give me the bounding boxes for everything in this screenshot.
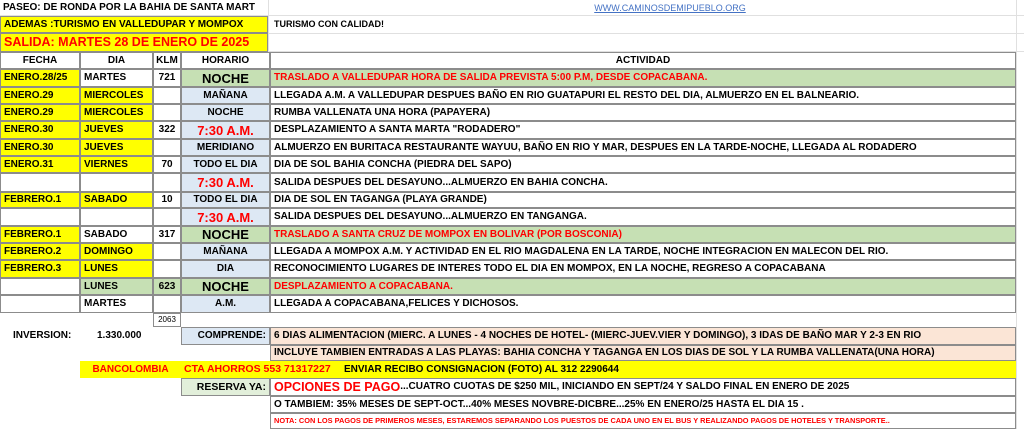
row-actividad: LLEGADA A.M. A VALLEDUPAR DESPUES BAÑO EN RIO GUATAPURI EL RESTO DEL DIA, ALMUERZO EN EL BALNEARIO. <box>270 87 1016 104</box>
reserva-opciones-row <box>270 378 1016 396</box>
bank-instruction: ENVIAR RECIBO CONSIGNACION (FOTO) AL 312 2290644 <box>341 361 1016 378</box>
row-fecha: FEBRERO.1 <box>0 226 80 243</box>
row-klm: 10 <box>153 192 181 208</box>
row-horario: MERIDIANO <box>181 139 270 156</box>
row-actividad: DESPLAZAMIENTO A COPACABANA. <box>270 278 1016 295</box>
row-dia: SABADO <box>80 192 153 208</box>
row-klm: 70 <box>153 156 181 173</box>
row-klm <box>153 104 181 121</box>
row-klm: 721 <box>153 69 181 87</box>
col-horario: HORARIO <box>181 52 270 69</box>
reserva-nota: NOTA: CON LOS PAGOS DE PRIMEROS MESES, ESTAREMOS SEPARANDO LOS PUESTOS DE CADA UNO EN EL BUS Y REALIZANDO PAGOS DE HOTELES Y TRANSPORTE.. <box>270 413 1016 429</box>
row-klm: 623 <box>153 278 181 295</box>
row-klm <box>153 139 181 156</box>
inversion-value: 1.330.000 <box>97 330 142 341</box>
row-horario: 7:30 A.M. <box>181 121 270 139</box>
row-horario: 7:30 A.M. <box>181 208 270 226</box>
row-horario: A.M. <box>181 295 270 313</box>
row-actividad: LLEGADA A MOMPOX A.M. Y ACTIVIDAD EN EL RIO MAGDALENA EN LA TARDE, NOCHE INTEGRACION EN MALECON DEL RIO. <box>270 243 1016 260</box>
row-actividad: DIA DE SOL EN TAGANGA (PLAYA GRANDE) <box>270 192 1016 208</box>
row-fecha <box>0 278 80 295</box>
row-actividad: SALIDA DESPUES DEL DESAYUNO...ALMUERZO EN BAHIA CONCHA. <box>270 173 1016 192</box>
col-fecha: FECHA <box>0 52 80 69</box>
row-dia: JUEVES <box>80 139 153 156</box>
comprende-label: COMPRENDE: <box>181 327 270 345</box>
opciones-de-pago: OPCIONES DE PAGO <box>274 379 401 394</box>
bank-name: BANCOLOMBIA <box>80 361 181 378</box>
slogan: TURISMO CON CALIDAD! <box>274 19 384 29</box>
bank-account: CTA AHORROS 553 71317227 <box>181 361 341 378</box>
row-fecha: ENERO.29 <box>0 87 80 104</box>
row-klm: 317 <box>153 226 181 243</box>
row-klm <box>153 87 181 104</box>
row-fecha: FEBRERO.1 <box>0 192 80 208</box>
inversion-label: INVERSION: <box>13 330 72 341</box>
row-dia <box>80 208 153 226</box>
row-dia: SABADO <box>80 226 153 243</box>
row-actividad: LLEGADA A COPACABANA,FELICES Y DICHOSOS. <box>270 295 1016 313</box>
salida-banner: SALIDA: MARTES 28 DE ENERO DE 2025 <box>0 33 268 52</box>
row-fecha: ENERO.30 <box>0 121 80 139</box>
row-dia: LUNES <box>80 278 153 295</box>
row-dia: MARTES <box>80 69 153 87</box>
row-klm <box>153 295 181 313</box>
row-horario: DIA <box>181 260 270 278</box>
row-fecha: FEBRERO.2 <box>0 243 80 260</box>
row-klm <box>153 208 181 226</box>
row-fecha <box>0 208 80 226</box>
row-dia: DOMINGO <box>80 243 153 260</box>
comprende-line1: 6 DIAS ALIMENTACION (MIERC. A LUNES - 4 NOCHES DE HOTEL- (MIERC-JUEV.VIER Y DOMINGO), 3 IDAS DE BAÑO MAR Y 2-3 EN RIO <box>270 327 1016 345</box>
row-dia: VIERNES <box>80 156 153 173</box>
row-actividad: RECONOCIMIENTO LUGARES DE INTERES TODO EL DIA EN MOMPOX, EN LA NOCHE, REGRESO A COPACABANA <box>270 260 1016 278</box>
row-dia <box>80 173 153 192</box>
row-horario: TODO EL DIA <box>181 192 270 208</box>
row-fecha: FEBRERO.3 <box>0 260 80 278</box>
row-actividad: RUMBA VALLENATA UNA HORA (PAPAYERA) <box>270 104 1016 121</box>
row-fecha: ENERO.30 <box>0 139 80 156</box>
row-horario: NOCHE <box>181 226 270 243</box>
total-km: 2063 <box>153 313 181 327</box>
opciones-detail: ...CUATRO CUOTAS DE $250 MIL, INICIANDO EN SEPT/24 Y SALDO FINAL EN ENERO DE 2025 <box>400 381 850 392</box>
website-link[interactable]: WWW.CAMINOSDEMIPUEBLO.ORG <box>594 2 746 13</box>
col-dia: DIA <box>80 52 153 69</box>
ademas-banner: ADEMAS :TURISMO EN VALLEDUPAR Y MOMPOX <box>0 16 268 33</box>
row-horario: MAÑANA <box>181 87 270 104</box>
row-fecha: ENERO.31 <box>0 156 80 173</box>
row-fecha <box>0 173 80 192</box>
row-dia: MIERCOLES <box>80 104 153 121</box>
row-dia: LUNES <box>80 260 153 278</box>
row-horario: MAÑANA <box>181 243 270 260</box>
row-fecha <box>0 295 80 313</box>
row-fecha: ENERO.28/25 <box>0 69 80 87</box>
row-horario: NOCHE <box>181 69 270 87</box>
row-actividad: DESPLAZAMIENTO A SANTA MARTA "RODADERO" <box>270 121 1016 139</box>
reserva-label: RESERVA YA: <box>181 378 270 396</box>
row-horario: NOCHE <box>181 104 270 121</box>
row-dia: MIERCOLES <box>80 87 153 104</box>
col-klm: KLM <box>153 52 181 69</box>
row-actividad: TRASLADO A VALLEDUPAR HORA DE SALIDA PREVISTA 5:00 P.M, DESDE COPACABANA. <box>270 69 1016 87</box>
row-horario: TODO EL DIA <box>181 156 270 173</box>
row-dia: MARTES <box>80 295 153 313</box>
row-klm <box>153 243 181 260</box>
row-actividad: SALIDA DESPUES DEL DESAYUNO...ALMUERZO EN TANGANGA. <box>270 208 1016 226</box>
row-dia: JUEVES <box>80 121 153 139</box>
row-horario: 7:30 A.M. <box>181 173 270 192</box>
reserva-alternativa: O TAMBIEM: 35% MESES DE SEPT-OCT...40% MESES NOVBRE-DICBRE...25% EN ENERO/25 HASTA EL DIA 15 . <box>270 396 1016 413</box>
row-klm: 322 <box>153 121 181 139</box>
row-klm <box>153 260 181 278</box>
row-klm <box>153 173 181 192</box>
row-actividad: TRASLADO A SANTA CRUZ DE MOMPOX EN BOLIVAR (POR BOSCONIA) <box>270 226 1016 243</box>
row-fecha: ENERO.29 <box>0 104 80 121</box>
comprende-line2: INCLUYE TAMBIEN ENTRADAS A LAS PLAYAS: BAHIA CONCHA Y TAGANGA EN LOS DIAS DE SOL Y LA RUMBA VALLENATA(UNA HORA) <box>270 345 1016 361</box>
row-actividad: DIA DE SOL BAHIA CONCHA (PIEDRA DEL SAPO) <box>270 156 1016 173</box>
col-actividad: ACTIVIDAD <box>270 52 1016 69</box>
row-actividad: ALMUERZO EN BURITACA RESTAURANTE WAYUU, BAÑO EN RIO Y MAR, DESPUES EN LA TARDE-NOCHE, LLEGADA AL RODADERO <box>270 139 1016 156</box>
row-horario: NOCHE <box>181 278 270 295</box>
paseo-title: PASEO: DE RONDA POR LA BAHIA DE SANTA MART <box>3 2 256 13</box>
